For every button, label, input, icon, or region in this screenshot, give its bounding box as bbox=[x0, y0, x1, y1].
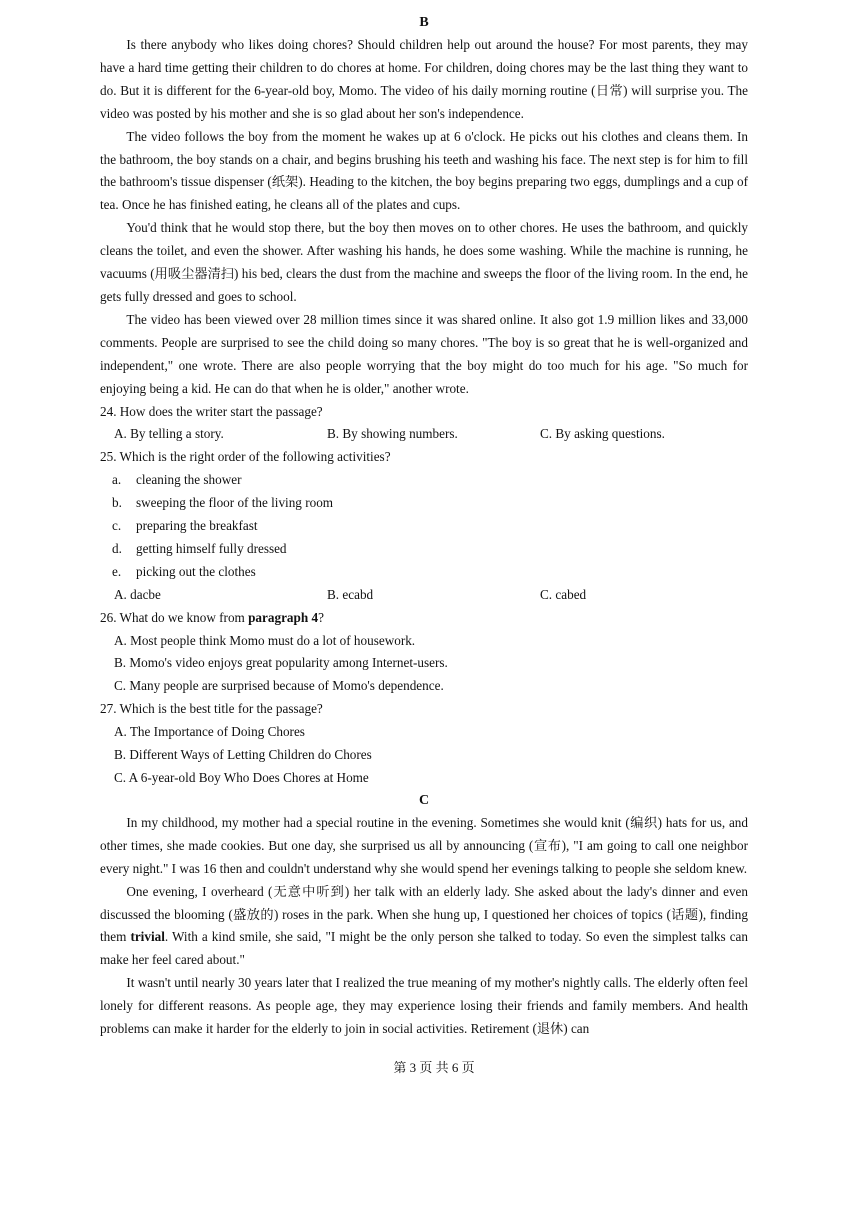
question-25-option-a: A. dacbe bbox=[114, 586, 161, 602]
section-b-title: B bbox=[419, 15, 429, 30]
exam-page bbox=[100, 12, 748, 1041]
question-24-stem: 24. How does the writer start the passage? bbox=[100, 403, 323, 419]
item-text: sweeping the floor of the living room bbox=[136, 495, 334, 511]
item-text: preparing the breakfast bbox=[136, 518, 258, 534]
question-25-item bbox=[100, 561, 748, 584]
passage-c-paragraph-2 bbox=[100, 881, 748, 973]
item-key: d. bbox=[112, 540, 122, 556]
question-25-options bbox=[100, 584, 748, 607]
item-key: e. bbox=[112, 563, 122, 579]
passage-b-paragraph-2: The video follows the boy from the moment he wakes up at 6 o'clock. He picks out his clothes and cleans them. In the bathroom, the boy stands on a chair, and begins brushing his teeth and washing his face. The next step is for him to fill the bathroom's tissue dispenser (纸架). Heading to the kitchen, the boy begins preparing two eggs, dumplings and a cup of tea. Once he has finished eating, he cleans all of the plates and cups. bbox=[100, 128, 748, 213]
question-27-option-a: A. The Importance of Doing Chores bbox=[114, 724, 305, 740]
question-24-options bbox=[100, 423, 748, 446]
item-text: picking out the clothes bbox=[136, 563, 256, 579]
question-25-option-b: B. ecabd bbox=[327, 586, 374, 602]
question-27-stem: 27. Which is the best title for the passage? bbox=[100, 701, 323, 717]
question-27-option-b: B. Different Ways of Letting Children do Chores bbox=[114, 747, 372, 763]
question-26-stem bbox=[100, 607, 748, 630]
question-24-option-c: C. By asking questions. bbox=[540, 426, 665, 442]
question-25-item bbox=[100, 515, 748, 538]
passage-b-paragraph-4: The video has been viewed over 28 million times since it was shared online. It also got 1.9 million likes and 33,000 comments. People are surprised to see the child doing so many chores. "The boy is so great that he is well-organized and independent," one wrote. There are also people worrying that the boy might do too much for his age. "So much for enjoying being a kid. He can do that when he is older," another wrote. bbox=[100, 311, 748, 396]
passage-c-bold-word: trivial bbox=[130, 929, 165, 945]
passage-c-paragraph-2-start: One evening, I overheard (无意中听到) her talk with an elderly lady. She asked about the lady's dinner and even discussed the blooming (盛放的) roses in the park. When she hung up, I questioned her choices of topics (话题), finding them bbox=[100, 883, 748, 945]
question-26-stem-start: 26. What do we know from bbox=[100, 609, 249, 625]
page-number-footer: 第 3 页 共 6 页 bbox=[393, 1060, 475, 1075]
passage-b-paragraph-3: You'd think that he would stop there, but the boy then moves on to other chores. He uses the bathroom, and quickly cleans the toilet, and even the shower. After washing his hands, he does some washing. While the machine is running, he vacuums (用吸尘器清扫) his bed, clears the dust from the machine and sweeps the floor of the living room. In the end, he gets fully dressed and goes to school. bbox=[100, 220, 748, 304]
question-26-stem-end: ? bbox=[318, 609, 324, 625]
passage-c-paragraph-3: It wasn't until nearly 30 years later that I realized the true meaning of my mother's nightly calls. The elderly often feel lonely for different reasons. As people age, they may experience losing their friends and family members. And health problems can make it harder for the elderly to join in social activities. Retirement (退休) can bbox=[100, 975, 748, 1037]
passage-c-paragraph-1: In my childhood, my mother had a special routine in the evening. Sometimes she would knit (编织) hats for us, and other times, she made cookies. But one day, she surprised us all by announcing (宣布), "I am going to call one neighbor every night." I was 16 then and couldn't understand why she would spend her evenings talking to people she seldom knew. bbox=[100, 814, 748, 876]
question-24-option-b: B. By showing numbers. bbox=[327, 426, 458, 442]
question-25-item bbox=[100, 492, 748, 515]
passage-b-paragraph-1: Is there anybody who likes doing chores? Should children help out around the house? For most parents, they may have a hard time getting their children to do chores at home. For children, doing chores may be the last thing they want to do. But it is different for the 6-year-old boy, Momo. The video of his daily morning routine (日常) will surprise you. The video was posted by his mother and she is so glad about her son's independence. bbox=[100, 37, 748, 121]
question-24-option-a: A. By telling a story. bbox=[114, 426, 224, 442]
question-25-stem: 25. Which is the right order of the following activities? bbox=[100, 449, 391, 465]
item-text: cleaning the shower bbox=[136, 472, 242, 488]
passage-c-paragraph-2-end: . With a kind smile, she said, "I might be the only person she talked to today. So even the simplest talks can make her feel cared about." bbox=[100, 929, 748, 968]
item-key: c. bbox=[112, 518, 122, 534]
section-c-title: C bbox=[418, 792, 430, 808]
question-25-item bbox=[100, 538, 748, 561]
question-25-option-c: C. cabed bbox=[540, 586, 587, 602]
item-key: a. bbox=[112, 472, 122, 488]
question-26-option-b: B. Momo's video enjoys great popularity among Internet-users. bbox=[114, 655, 448, 671]
question-27-option-c: C. A 6-year-old Boy Who Does Chores at Home bbox=[114, 770, 369, 785]
item-key: b. bbox=[112, 495, 122, 511]
item-text: getting himself fully dressed bbox=[136, 540, 287, 556]
question-26-stem-bold: paragraph 4 bbox=[248, 609, 319, 625]
question-25-item bbox=[100, 469, 748, 492]
question-26-option-a: A. Most people think Momo must do a lot of housework. bbox=[114, 632, 416, 648]
question-26-option-c: C. Many people are surprised because of Momo's dependence. bbox=[114, 678, 444, 694]
